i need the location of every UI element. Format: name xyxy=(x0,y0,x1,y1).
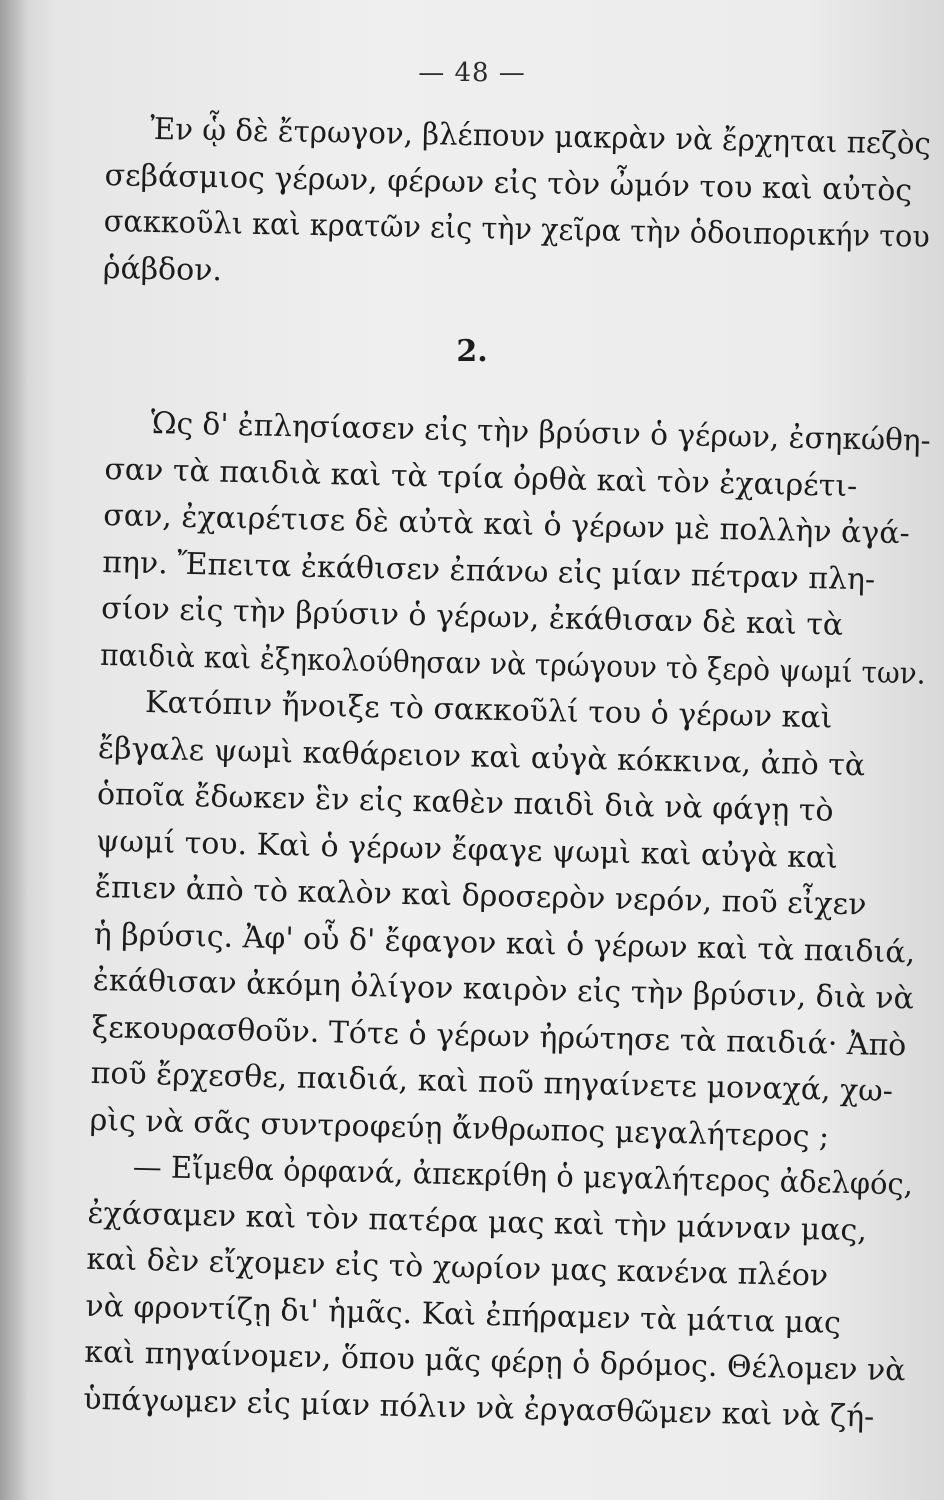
text-line: σαν τὰ παιδιὰ καὶ τὰ τρία ὀρθὰ καὶ τὸν ἐχαιρέτι- xyxy=(104,451,858,504)
text-line: ψωμί του. Καὶ ὁ γέρων ἔφαγε ψωμὶ καὶ αὐγὰ καὶ xyxy=(95,823,839,876)
text-line: καὶ δὲν εἴχομεν εἰς τὸ χωρίον μας κανένα πλέον xyxy=(86,1241,829,1294)
text-line: Ὡς δ' ἐπλησίασεν εἰς τὴν βρύσιν ὁ γέρων, ἐσηκώθη- xyxy=(150,406,931,459)
text-line: σακκοῦλι καὶ κρατῶν εἰς τὴν χεῖρα τὴν ὁδοιπορικήν του xyxy=(103,203,931,255)
text-line: σίον εἰς τὴν βρύσιν ὁ γέρων, ἐκάθισαν δὲ καὶ τὰ xyxy=(100,590,844,643)
text-line: ἐχάσαμεν καὶ τὸν πατέρα μας καὶ τὴν μάνναν μας, xyxy=(87,1195,868,1248)
page-edge-shadow xyxy=(0,0,28,1500)
text-line: ἔπιεν ἀπὸ τὸ καλὸν καὶ δροσερὸν νερόν, ποῦ εἶχεν xyxy=(94,869,867,923)
text-line: πην. Ἔπειτα ἐκάθισεν ἐπάνω εἰς μίαν πέτραν πλη- xyxy=(101,544,876,597)
section-number: 2. xyxy=(456,334,488,369)
text-line: Κατόπιν ἤνοιξε τὸ σακκοῦλί του ὁ γέρων καὶ xyxy=(144,684,833,736)
text-line: ἔβγαλε ψωμὶ καθάρειον καὶ αὐγὰ κόκκινα, ἀπὸ τὰ xyxy=(97,730,866,783)
text-line: ξεκουρασθοῦν. Τότε ὁ γέρων ἠρώτησε τὰ παιδιά· Ἀπὸ xyxy=(91,1009,907,1063)
text-line: ὑπάγωμεν εἰς μίαν πόλιν νὰ ἐργασθῶμεν καὶ νὰ ζή- xyxy=(82,1381,875,1435)
text-line: ῥάβδον. xyxy=(102,250,223,288)
text-line: σαν, ἐχαιρέτισε δὲ αὐτὰ καὶ ὁ γέρων μὲ πολλὴν ἀγά- xyxy=(102,497,911,552)
text-line: ἡ βρύσις. Ἀφ' οὗ δ' ἔφαγον καὶ ὁ γέρων καὶ τὰ παιδιά, xyxy=(93,916,916,970)
text-line: καὶ πηγαίνομεν, ὅπου μᾶς φέρῃ ὁ δρόμος. Θέλομεν νὰ xyxy=(83,1334,906,1389)
text-line: Ἐν ᾧ δὲ ἔτρωγον, βλέπουν μακρὰν νὰ ἔρχηται πεζὸς xyxy=(150,111,932,162)
page-number: — 48 — xyxy=(418,58,526,88)
text-block-top xyxy=(102,106,931,308)
text-block-main xyxy=(83,400,932,1441)
text-line: παιδιὰ καὶ ἐξηκολούθησαν νὰ τρώγουν τὸ ξερὸ ψωμί των. xyxy=(99,637,926,692)
text-line: ἐκάθισαν ἀκόμη ὀλίγον καιρὸν εἰς τὴν βρύσιν, διὰ νὰ xyxy=(92,962,915,1017)
text-line: ποῦ ἔρχεσθε, παιδιά, καὶ ποῦ πηγαίνετε μοναχά, χω- xyxy=(90,1055,894,1110)
text-line: νὰ φροντίζῃ δι' ἡμᾶς. Καὶ ἐπήραμεν τὰ μάτια μας xyxy=(85,1288,842,1341)
text-line: ὁποῖα ἔδωκεν ἓν εἰς καθὲν παιδὶ διὰ νὰ φάγῃ τὸ xyxy=(96,776,834,829)
text-line: — Εἴμεθα ὀρφανά, ἀπεκρίθη ὁ μεγαλήτερος ἀδελφός, xyxy=(132,1149,914,1203)
text-line: ρὶς νὰ σᾶς συντροφεύῃ ἄνθρωπος μεγαλήτερος ; xyxy=(89,1102,830,1155)
text-line: σεβάσμιος γέρων, φέρων εἰς τὸν ὦμόν του καὶ αὐτὸς xyxy=(104,157,913,208)
